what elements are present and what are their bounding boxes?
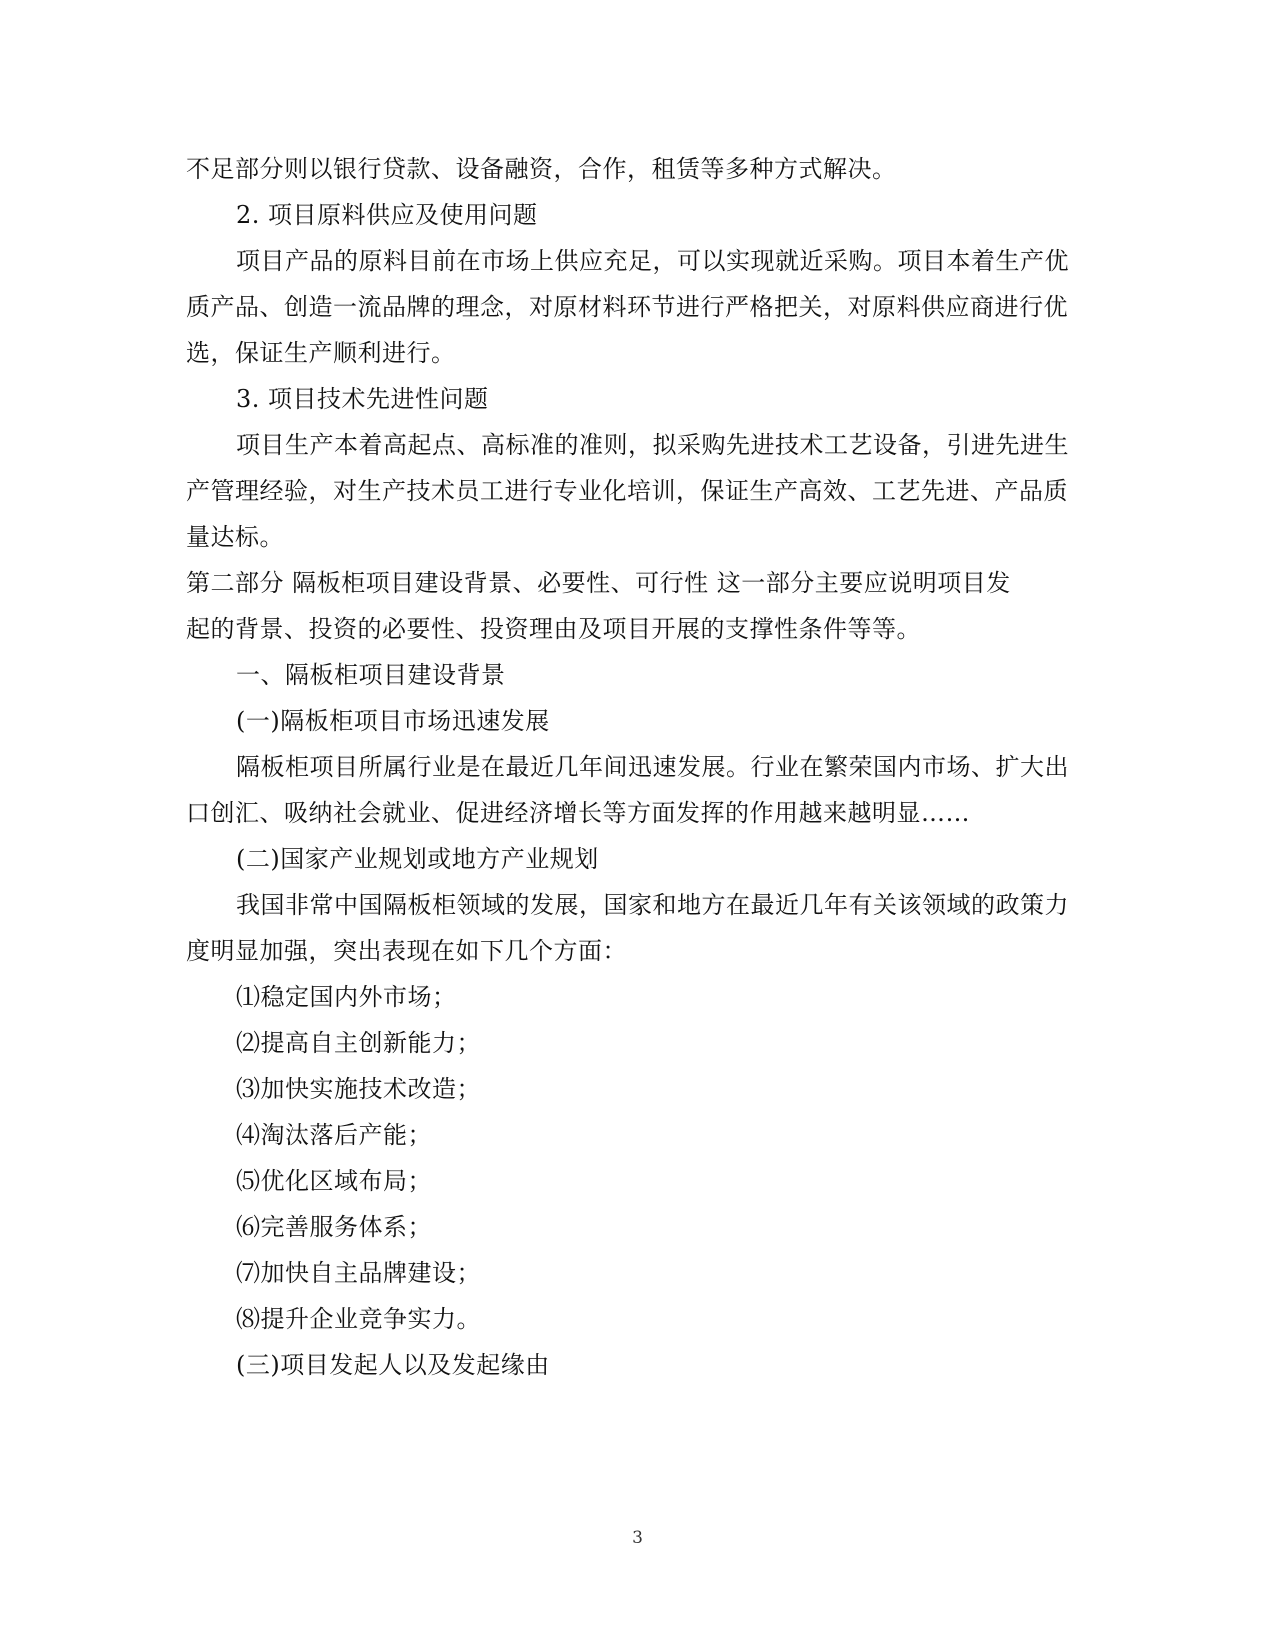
paragraph-line: 口创汇、吸纳社会就业、促进经济增长等方面发挥的作用越来越明显…… <box>186 799 970 827</box>
section-heading: 3. 项目技术先进性问题 <box>236 385 489 413</box>
paragraph-line: 项目产品的原料目前在市场上供应充足，可以实现就近采购。项目本着生产优 <box>236 247 1069 275</box>
list-item: ⑸优化区域布局； <box>236 1167 432 1195</box>
paragraph-line: 隔板柜项目所属行业是在最近几年间迅速发展。行业在繁荣国内市场、扩大出 <box>236 753 1069 781</box>
list-item: ⑵提高自主创新能力； <box>236 1029 481 1057</box>
paragraph-line: 我国非常中国隔板柜领域的发展，国家和地方在最近几年有关该领域的政策力 <box>236 891 1069 919</box>
subsection-heading: (三)项目发起人以及发起缘由 <box>236 1351 550 1379</box>
paragraph-line: 选，保证生产顺利进行。 <box>186 339 456 367</box>
paragraph-line: 质产品、创造一流品牌的理念，对原材料环节进行严格把关，对原料供应商进行优 <box>186 293 1068 321</box>
list-item: ⑻提升企业竞争实力。 <box>236 1305 481 1333</box>
paragraph-line: 量达标。 <box>186 523 284 551</box>
section-heading: 2. 项目原料供应及使用问题 <box>236 201 538 229</box>
list-item: ⑷淘汰落后产能； <box>236 1121 432 1149</box>
paragraph-line: 不足部分则以银行贷款、设备融资，合作，租赁等多种方式解决。 <box>186 155 897 183</box>
paragraph-line: 起的背景、投资的必要性、投资理由及项目开展的支撑性条件等等。 <box>186 615 921 643</box>
page-number: 3 <box>632 1528 643 1548</box>
paragraph-line: 度明显加强，突出表现在如下几个方面： <box>186 937 627 965</box>
list-item: ⑹完善服务体系； <box>236 1213 432 1241</box>
subsection-heading: (一)隔板柜项目市场迅速发展 <box>236 707 550 735</box>
list-item: ⑶加快实施技术改造； <box>236 1075 481 1103</box>
paragraph-line: 产管理经验，对生产技术员工进行专业化培训，保证生产高效、工艺先进、产品质 <box>186 477 1068 505</box>
paragraph-line: 项目生产本着高起点、高标准的准则，拟采购先进技术工艺设备，引进先进生 <box>236 431 1069 459</box>
subsection-heading: (二)国家产业规划或地方产业规划 <box>236 845 599 873</box>
part-heading-line: 第二部分 隔板柜项目建设背景、必要性、可行性 这一部分主要应说明项目发 <box>186 569 1011 597</box>
list-item: ⑴稳定国内外市场； <box>236 983 457 1011</box>
section-heading: 一、隔板柜项目建设背景 <box>236 661 506 689</box>
list-item: ⑺加快自主品牌建设； <box>236 1259 481 1287</box>
